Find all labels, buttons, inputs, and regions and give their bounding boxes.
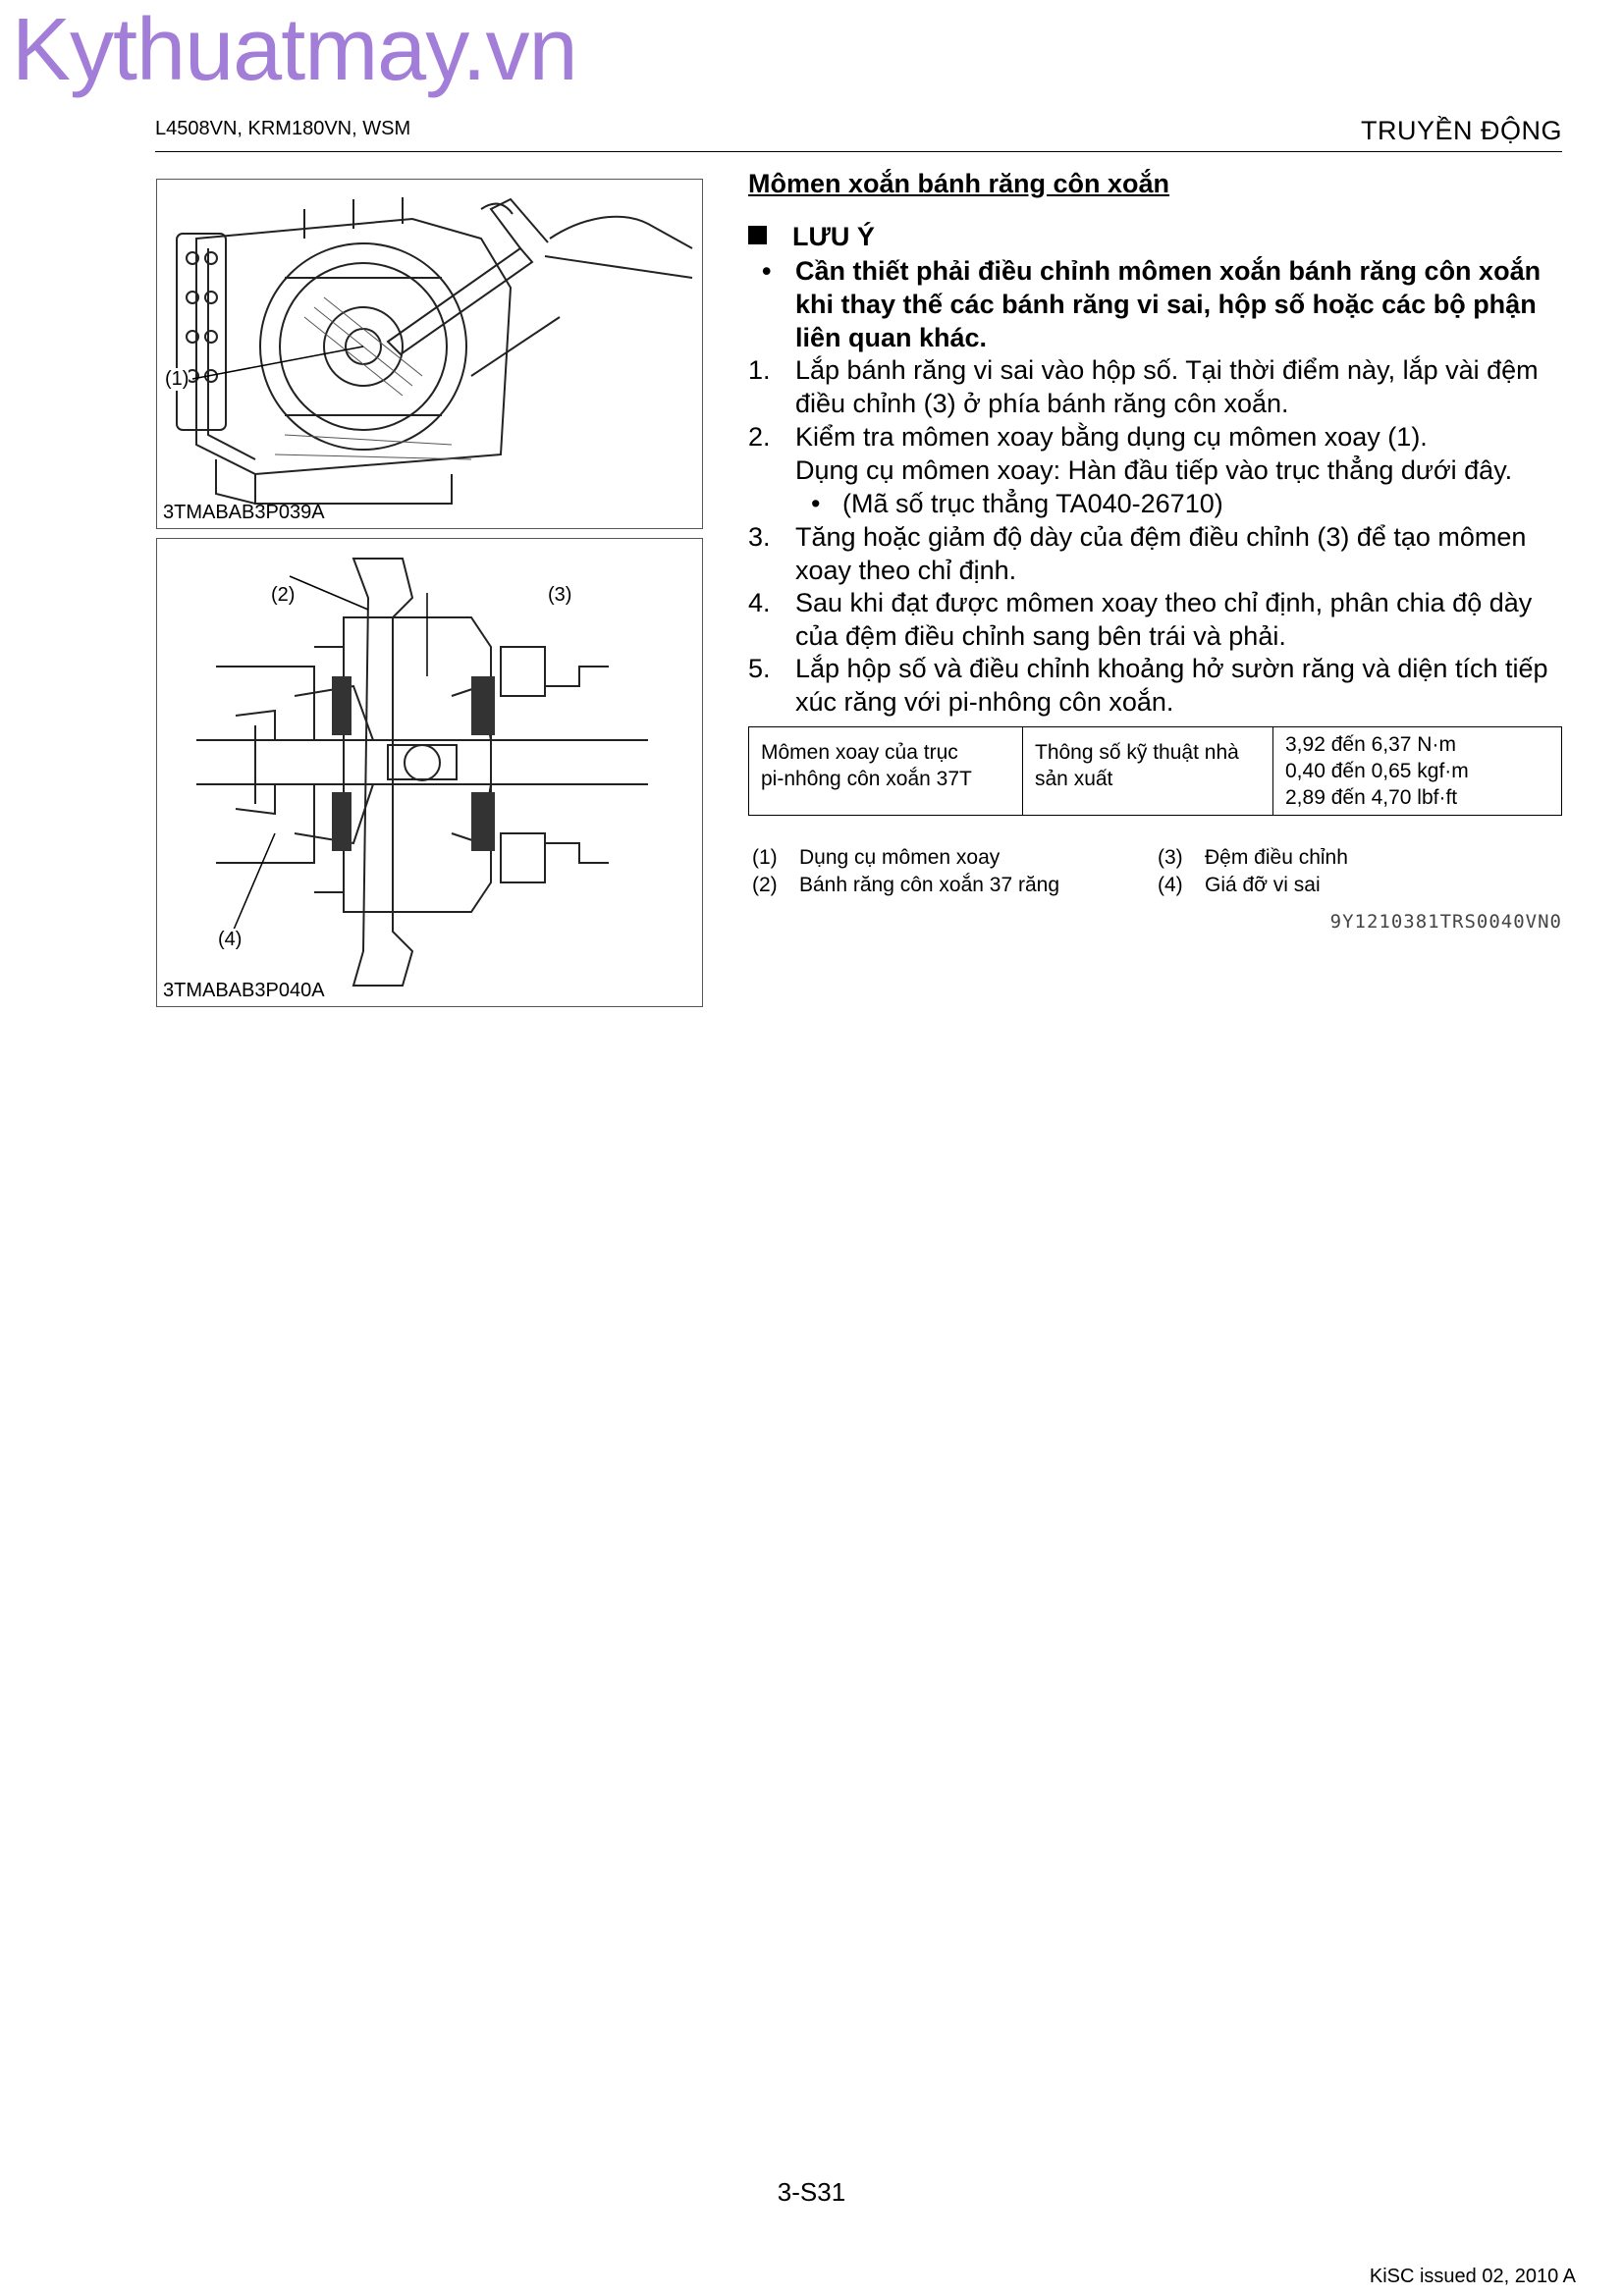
bullet-icon: •: [762, 256, 772, 286]
figure-caption-2: 3TMABAB3P040A: [163, 980, 325, 1001]
spec-type-text: sản xuất: [1035, 768, 1113, 790]
spec-value-text: 3,92 đến 6,37 N·m: [1285, 733, 1456, 756]
step-line: điều chỉnh (3) ở phía bánh răng côn xoắn.: [795, 389, 1289, 418]
step-line: xúc răng với pi-nhông côn xoắn.: [795, 687, 1174, 717]
legend-text: Bánh răng côn xoắn 37 răng: [799, 874, 1060, 896]
legend-number: (1): [752, 846, 778, 869]
legend-item: [752, 872, 1059, 899]
step-line: Lắp hộp số và điều chỉnh khoảng hở sườn răng và diện tích tiếp: [795, 654, 1548, 683]
legend-text: Đệm điều chỉnh: [1205, 846, 1348, 869]
step-line: Sau khi đạt được mômen xoay theo chỉ định, phân chia độ dày: [795, 588, 1533, 617]
step-number: 4.: [748, 588, 771, 617]
legend-number: (3): [1158, 846, 1183, 869]
header-model-list: L4508VN, KRM180VN, WSM: [155, 118, 411, 139]
spec-table: [748, 726, 1562, 816]
spec-item-text: Mômen xoay của trục: [761, 741, 958, 764]
figure-differential-section: [156, 538, 703, 1007]
spec-item-text: pi-nhông côn xoắn 37T: [761, 768, 972, 790]
step-number: 3.: [748, 522, 771, 552]
legend-item: [752, 844, 1000, 872]
footer-issue: KiSC issued 02, 2010 A: [1369, 2266, 1576, 2287]
legend-text: Giá đỡ vi sai: [1205, 874, 1321, 896]
note-heading-text: LƯU Ý: [792, 222, 875, 251]
step-subline: (Mã số trục thẳng TA040-26710): [842, 489, 1223, 518]
spec-value-text: 0,40 đến 0,65 kgf·m: [1285, 760, 1469, 782]
section-title: Mômen xoắn bánh răng côn xoắn: [748, 169, 1170, 198]
legend-item: [1158, 844, 1348, 872]
page-number: 3-S31: [777, 2177, 846, 2207]
table-row: [749, 727, 1562, 816]
spec-type-cell: [1023, 727, 1273, 816]
figure-caption-1: 3TMABAB3P039A: [163, 502, 325, 523]
step-number: 1.: [748, 355, 771, 385]
document-code: 9Y1210381TRS0040VN0: [1329, 911, 1562, 933]
callout-4: (4): [218, 929, 243, 950]
step-line: của đệm điều chỉnh sang bên trái và phải.: [795, 621, 1286, 651]
callout-3: (3): [548, 584, 572, 606]
legend-item: [1158, 872, 1321, 899]
header-rule: [155, 151, 1562, 152]
sub-bullet-icon: •: [811, 489, 821, 518]
note-line: liên quan khác.: [795, 323, 988, 352]
callout-1: (1): [165, 368, 189, 390]
step-line: Lắp bánh răng vi sai vào hộp số. Tại thời điểm này, lắp vài đệm: [795, 355, 1539, 385]
step-line: Dụng cụ mômen xoay: Hàn đầu tiếp vào trục thẳng dưới đây.: [795, 455, 1513, 485]
step-number: 2.: [748, 422, 771, 452]
spec-type-text: Thông số kỹ thuật nhà: [1035, 741, 1239, 764]
legend-number: (4): [1158, 874, 1183, 896]
figure-torque-tool: [156, 179, 703, 529]
step-number: 5.: [748, 654, 771, 683]
note-line: khi thay thế các bánh răng vi sai, hộp số hoặc các bộ phận: [795, 290, 1537, 319]
note-line: Cần thiết phải điều chỉnh mômen xoắn bánh răng côn xoắn: [795, 256, 1542, 286]
callout-2: (2): [271, 584, 296, 606]
step-line: Kiểm tra mômen xoay bằng dụng cụ mômen xoay (1).: [795, 422, 1428, 452]
spec-value-text: 2,89 đến 4,70 lbf·ft: [1285, 786, 1458, 809]
spec-item-cell: [749, 727, 1023, 816]
step-line: Tăng hoặc giảm độ dày của đệm điều chỉnh (3) để tạo mômen: [795, 522, 1527, 552]
torque-tool-illustration: [157, 180, 702, 528]
legend-number: (2): [752, 874, 778, 896]
legend-text: Dụng cụ mômen xoay: [799, 846, 1001, 869]
square-bullet-icon: [748, 226, 767, 244]
spec-value-cell: [1273, 727, 1562, 816]
header-section-name: TRUYỀN ĐỘNG: [1360, 116, 1562, 145]
note-heading: [748, 222, 875, 252]
watermark-logo: Kythuatmay.vn: [12, 1, 577, 99]
step-line: xoay theo chỉ định.: [795, 556, 1017, 585]
